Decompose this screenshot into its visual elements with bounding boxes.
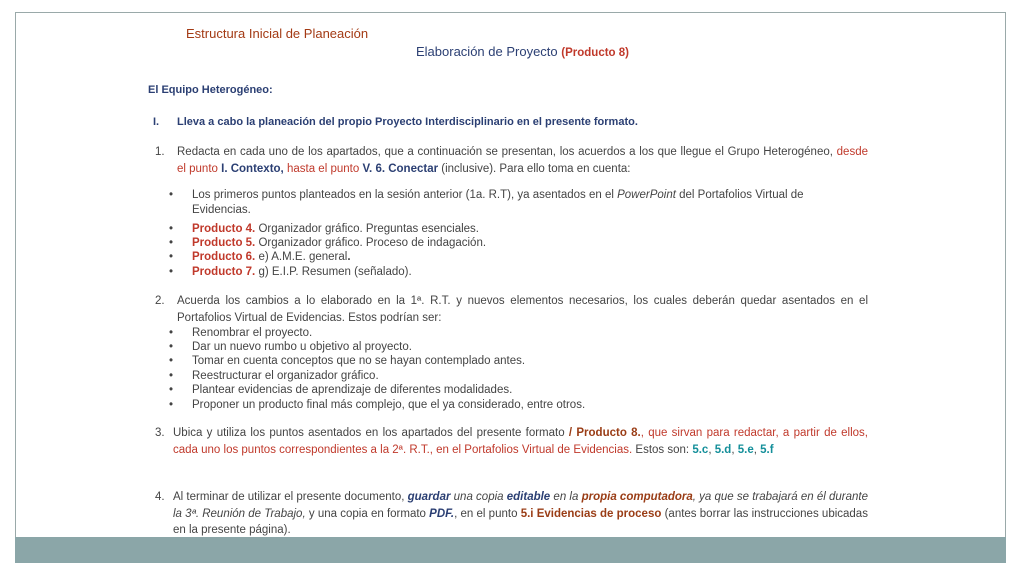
- item-1-connect: V. 6. Conectar: [362, 162, 439, 175]
- main-title: Estructura Inicial de Planeación: [186, 26, 369, 41]
- comma-2: ,: [731, 443, 735, 456]
- item-4-evidence: 5.i Evidencias de proceso: [520, 507, 662, 520]
- item-4-in: en la: [553, 491, 579, 503]
- item-2-bullet-3-text: Tomar en cuenta conceptos que no se hayan contemplado antes.: [192, 355, 526, 367]
- item-2-text: Acuerda los cambios a lo elaborado en la 1ª. R.T. y nuevos elementos necesarios, los cuales deberán quedar asentados en el Portafolios Virtual de Evidencias. Estos podrían ser:: [177, 295, 868, 324]
- item-1-paragraph: [155, 144, 868, 177]
- item-1-bullet-4: • Producto 6. e) A.M.E. general.: [169, 251, 351, 263]
- item-4-text-c: y una copia en formato: [308, 507, 426, 520]
- item-3-paragraph: [155, 425, 868, 458]
- intro-number: I.: [153, 116, 160, 128]
- product-5-label: Producto 5.: [192, 237, 256, 249]
- product-6-label: Producto 6.: [192, 251, 256, 263]
- item-1-bullet-1: • Los primeros puntos planteados en la sesión anterior (1a. R.T), ya asentados en el PowerPoint del Portafolios Virtual de Evidencias.: [169, 189, 804, 216]
- item-3-number: 3.: [155, 427, 165, 439]
- item-2-bullet-2: • Dar un nuevo rumbo u objetivo al proyecto.: [169, 341, 412, 353]
- item-4-text-e: (antes borrar las instrucciones ubicadas en la presente página).: [173, 507, 868, 536]
- item-4-guardar: guardar: [407, 491, 451, 503]
- item-2-bullet-5-text: Plantear evidencias de aprendizaje de diferentes modalidades.: [192, 384, 513, 396]
- item-4-computer: propia computadora: [581, 491, 693, 503]
- item-1-context: I. Contexto,: [221, 162, 284, 175]
- item-1-bullet-5: • Producto 7. g) E.I.P. Resumen (señalado).: [169, 266, 412, 278]
- intro-text: Lleva a cabo la planeación del propio Proyecto Interdisciplinario en el presente formato.: [177, 116, 638, 128]
- item-2-bullet-3: • Tomar en cuenta conceptos que no se hayan contemplado antes.: [169, 355, 526, 367]
- item-3-5e: 5.e: [737, 443, 754, 456]
- item-3-product: / Producto 8.: [568, 427, 641, 439]
- item-4-text-b: , ya que se trabajará en él durante la 3ª. Reunión de Trabajo,: [173, 491, 868, 520]
- item-3-text-c: Estos son:: [635, 443, 690, 456]
- product-4-text: Organizador gráfico. Preguntas esenciales.: [258, 223, 480, 235]
- item-2-number: 2.: [155, 295, 165, 307]
- item-2-bullet-6-text: Proponer un producto final más complejo, que el ya considerado, entre otros.: [192, 399, 586, 411]
- product-6-text: e) A.M.E. general: [258, 251, 348, 263]
- product-7-label: Producto 7.: [192, 266, 256, 278]
- item-4-text-d: , en el punto: [454, 507, 518, 520]
- item-2-bullet-4: • Reestructurar el organizador gráfico.: [169, 370, 379, 382]
- item-1-text-b: (inclusive). Para ello toma en cuenta:: [441, 162, 631, 175]
- item-2-bullet-5: • Plantear evidencias de aprendizaje de diferentes modalidades.: [169, 384, 513, 396]
- team-heading: El Equipo Heterogéneo:: [148, 84, 273, 96]
- bottom-band: [15, 537, 1006, 563]
- item-1-to: hasta el punto: [286, 162, 360, 175]
- product-7-text: g) E.I.P. Resumen (señalado).: [258, 266, 412, 278]
- product-6-period: .: [347, 251, 351, 263]
- item-4-number: 4.: [155, 491, 165, 503]
- item-4-copy: una copia: [453, 491, 504, 503]
- item-4-editable: editable: [506, 491, 551, 503]
- item-2-paragraph: [155, 293, 868, 326]
- item-1-bullet-2: • Producto 4. Organizador gráfico. Preguntas esenciales.: [169, 223, 480, 235]
- bullet-1-text-b: del Portafolios Virtual de: [679, 189, 804, 201]
- product-5-text: Organizador gráfico. Proceso de indagación.: [258, 237, 487, 249]
- item-3-5f: 5.f: [760, 443, 774, 456]
- item-2-bullet-4-text: Reestructurar el organizador gráfico.: [192, 370, 379, 382]
- intro-line: [153, 116, 638, 128]
- subtitle-text: Elaboración de Proyecto: [416, 44, 558, 59]
- item-1-bullet-3: • Producto 5. Organizador gráfico. Proceso de indagación.: [169, 237, 487, 249]
- bullet-1-powerpoint: PowerPoint: [617, 189, 676, 201]
- item-4-text-a: Al terminar de utilizar el presente documento,: [173, 491, 405, 503]
- item-2-bullet-2-text: Dar un nuevo rumbo u objetivo al proyecto.: [192, 341, 412, 353]
- item-3-text-a: Ubica y utiliza los puntos asentados en los apartados del presente formato: [173, 427, 565, 439]
- item-1-text-a: Redacta en cada uno de los apartados, que a continuación se presentan, los acuerdos a los que llegue el Grupo Heterogéneo,: [177, 146, 833, 158]
- item-1-from: desde el punto: [177, 146, 868, 175]
- comma-3: ,: [753, 443, 757, 456]
- item-3-5c: 5.c: [692, 443, 709, 456]
- comma-1: ,: [708, 443, 712, 456]
- item-3-5d: 5.d: [714, 443, 732, 456]
- bullet-1-text-c: Evidencias.: [192, 203, 251, 216]
- subtitle: [416, 44, 629, 59]
- item-1-number: 1.: [155, 146, 165, 158]
- item-2-bullet-1-text: Renombrar el proyecto.: [192, 327, 313, 339]
- item-3-text-b: , que sirvan para redactar, a partir de ellos, cada uno los puntos correspondientes a la 2ª. R.T., en el Portafolios Virtual de Evidencias.: [173, 427, 868, 456]
- subtitle-product: (Producto 8): [561, 47, 630, 59]
- item-2-bullet-6: • Proponer un producto final más complejo, que el ya considerado, entre otros.: [169, 399, 586, 411]
- bullet-1-text-a: Los primeros puntos planteados en la sesión anterior (1a. R.T), ya asentados en el: [192, 189, 614, 201]
- product-4-label: Producto 4.: [192, 223, 256, 235]
- item-4-paragraph: [155, 489, 868, 539]
- item-4-pdf: PDF.: [429, 507, 455, 520]
- item-2-bullet-1: • Renombrar el proyecto.: [169, 327, 313, 339]
